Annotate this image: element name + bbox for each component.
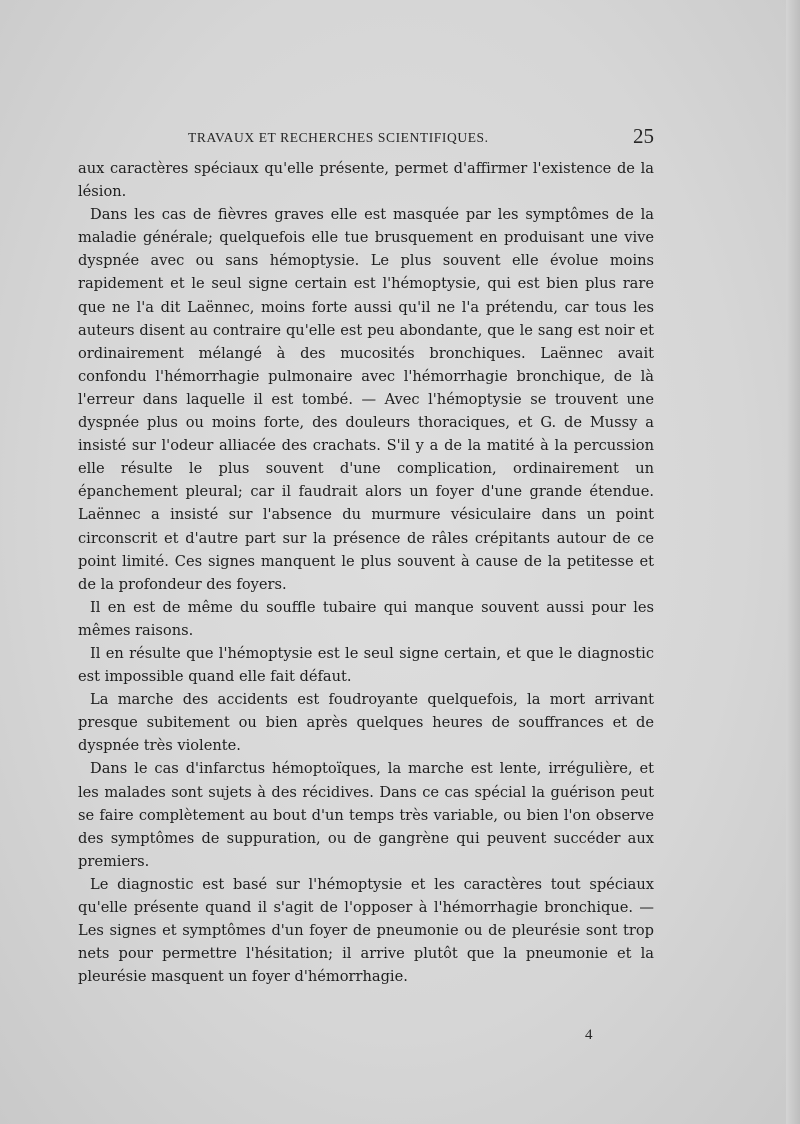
- running-title: TRAVAUX ET RECHERCHES SCIENTIFIQUES.: [188, 130, 489, 145]
- page-header: [78, 124, 654, 152]
- paragraph: La marche des accidents est foudroyante quelquefois, la mort arrivant presque subitement ou bien après quelques heures de souffrances et de dyspnée très violente.: [78, 691, 654, 755]
- page-edge: [786, 0, 800, 1124]
- paragraph: Le diagnostic est basé sur l'hémoptysie et les caractères tout spéciaux qu'elle présente quand il s'agit de l'opposer à l'hémorrhagie bronchique. — Les signes et symptômes d'un foyer de pneumonie ou de pleurésie sont trop nets pour permettre l'hésitation; il arrive plutôt que la pneumonie et la pleurésie masquent un foyer d'hémorrhagie.: [78, 875, 654, 986]
- paragraph: Dans le cas d'infarctus hémoptoïques, la marche est lente, irrégulière, et les malades sont sujets à des récidives. Dans ce cas spécial la guérison peut se faire complètement au bout d'un temps très variable, ou bien l'on observe des symptômes de suppuration, ou de gangrène qui peuvent succéder aux premiers.: [78, 760, 654, 870]
- signature-mark: 4: [585, 1027, 593, 1043]
- paragraph: Dans les cas de fièvres graves elle est masquée par les symptômes de la maladie générale; quelquefois elle tue brusquement en produisant une vive dyspnée avec ou sans hémoptysie. Le plus souvent elle évolue moins rapidement et le seul signe certain est l'hémoptysie, qui est bien plus rare que ne l'a dit Laënnec, moins forte aussi qu'il ne l'a prétendu, car tous les auteurs disent au contraire qu'elle est peu abondante, que le sang est noir et ordinairement mélangé à des mucosités bronchiques. Laënnec avait confondu l'hémorrhagie pulmonaire avec l'hémorrhagie bronchique, de là l'erreur dans laquelle il est tombé. — Avec l'hémoptysie se trouvent une dyspnée plus ou moins forte, des douleurs thoraciques, et G. de Mussy a insisté sur l'odeur alliacée des crachats. S'il y a de la matité à la percussion elle résulte le plus souvent d'une complication, ordinairement un épanchement pleural; car il faudrait alors un foyer d'une grande étendue. Laënnec a insisté sur l'absence du murmure vésiculaire dans un point circonscrit et d'autre part sur la présence de râles crépitants autour de ce point limité. Ces signes manquent le plus souvent à cause de la petitesse et de la profondeur des foyers.: [78, 206, 654, 593]
- paragraph: Il en résulte que l'hémoptysie est le seul signe certain, et que le diagnostic est impossible quand elle fait défaut.: [78, 644, 654, 686]
- paragraph: Il en est de même du souffle tubaire qui manque souvent aussi pour les mêmes raisons.: [78, 598, 654, 639]
- page-body: [78, 157, 654, 988]
- page-number: 25: [633, 124, 654, 148]
- paragraph: aux caractères spéciaux qu'elle présente, permet d'affirmer l'existence de la lésion.: [78, 160, 654, 201]
